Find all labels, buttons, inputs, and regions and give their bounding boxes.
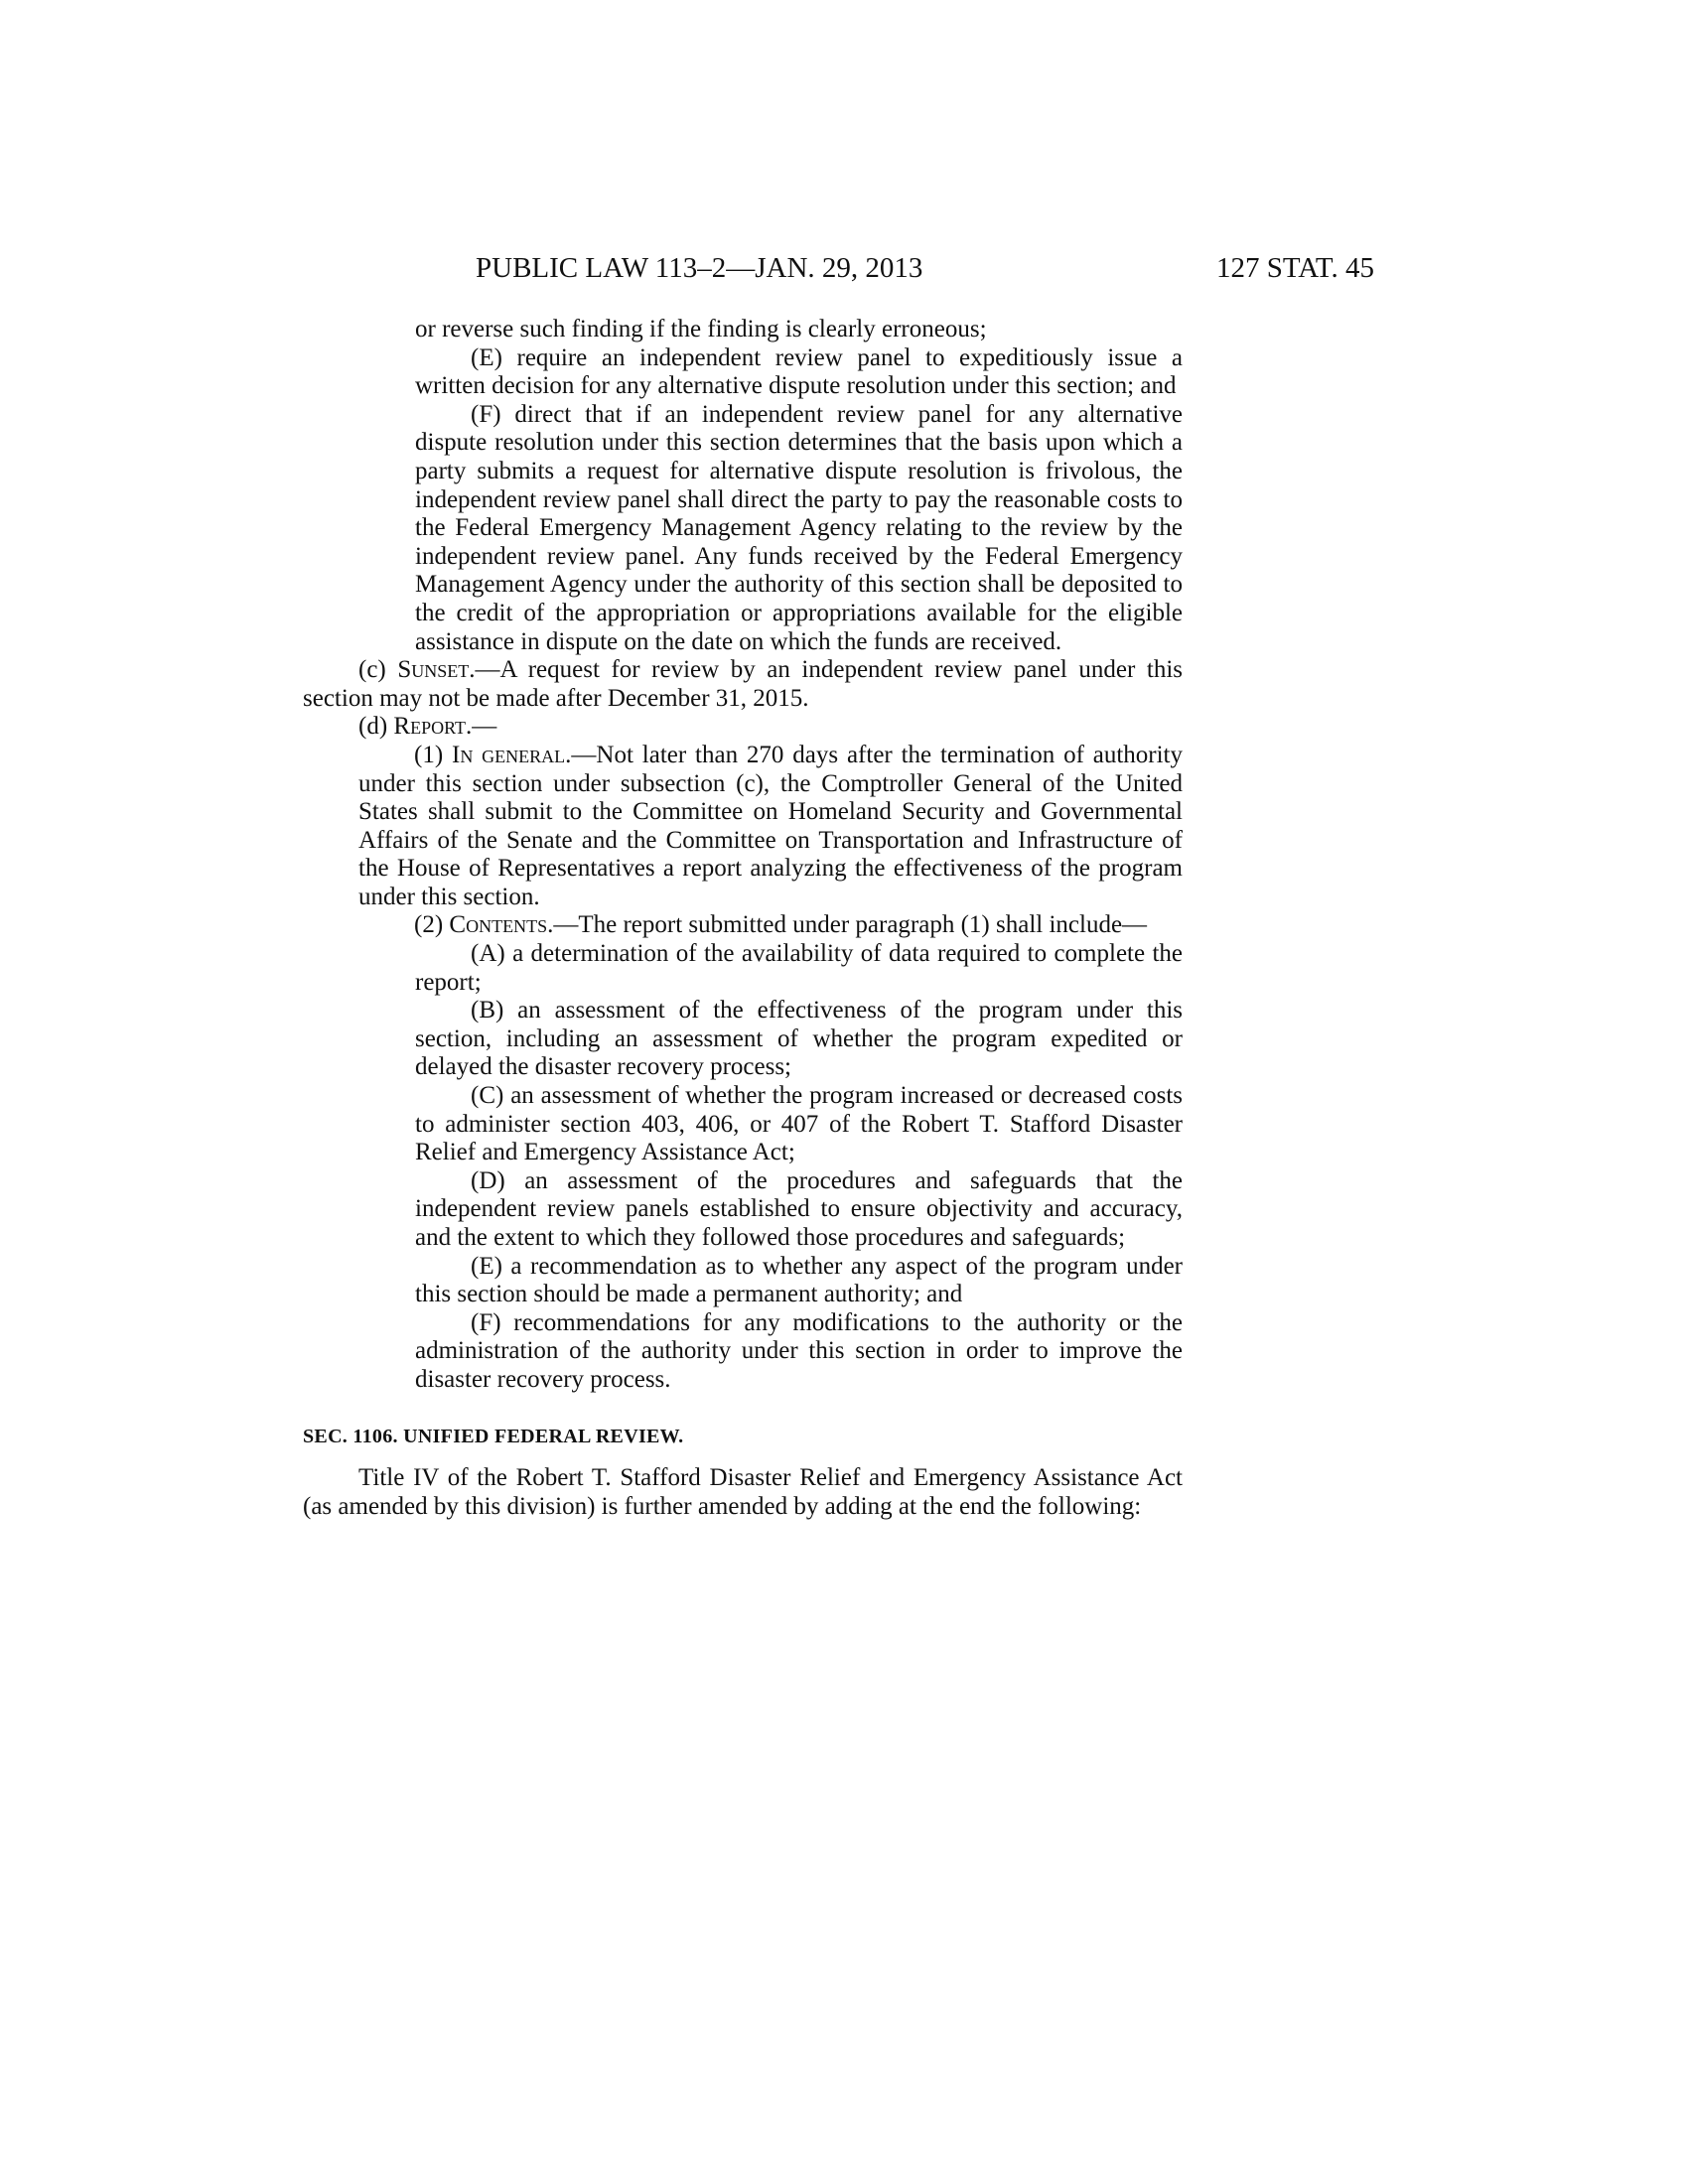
paragraph-d2 (303, 911, 1183, 940)
paragraph-d1-label: (1) (414, 741, 452, 768)
paragraph-E: (E) require an independent review panel to expeditiously issue a written decision for any alternative dispute resolution under this section; and (415, 343, 1183, 400)
paragraph-d1-heading: In general (452, 741, 566, 768)
paragraph-d2A: (A) a determination of the availability of data required to complete the report; (415, 940, 1183, 996)
subsection-c-label: (c) (358, 656, 398, 684)
subsection-d-label: (d) (358, 713, 394, 741)
paragraph-d1 (303, 742, 1183, 912)
paragraph-d2F: (F) recommendations for any modifications to the authority or the administration of the authority under this section in order to improve the disaster recovery process. (415, 1308, 1183, 1393)
subsection-d-text: .— (466, 713, 497, 741)
paragraph-F: (F) direct that if an independent review panel for any alternative dispute resolution under this section determines that the basis upon which a party submits a request for alternative dispute resolution is frivolous, the independent review panel shall direct the party to pay the reasonable costs to the Federal Emergency Management Agency relating to the review by the independent review panel. Any funds received by the Federal Emergency Management Agency under the authority of this section shall be deposited to the credit of the appropriation or appropriations available for the eligible assistance in dispute on the date on which the funds are received. (415, 400, 1183, 655)
paragraph-d1-text: .—Not later than 270 days after the termination of authority under this section under subsection (c), the Comptroller General of the United States shall submit to the Committee on Homeland Security and Governmental Affairs of the Senate and the Committee on Transportation and Infrastructure of the House of Representatives a report analyzing the effectiveness of the program under this section. (358, 741, 1184, 910)
statute-page-number: 127 STAT. 45 (1215, 252, 1374, 284)
paragraph-d2E: (E) a recommendation as to whether any aspect of the program under this section should be made a permanent authority; and (415, 1252, 1183, 1308)
subsection-d (303, 713, 1183, 742)
paragraph-d2-text: .—The report submitted under paragraph (1) shall include— (547, 911, 1148, 939)
paragraph-d2-heading: Contents (449, 911, 548, 939)
paragraph-d2-label: (2) (414, 911, 450, 939)
subsection-c-text: .—A request for review by an independent review panel under this section may not be made after December 31, 2015. (303, 656, 1184, 712)
paragraph-continuation: or reverse such finding if the finding is clearly erroneous; (415, 316, 987, 342)
subsection-d-heading: Report (393, 713, 467, 741)
subsection-c (303, 656, 1183, 713)
section-text: Title IV of the Robert T. Stafford Disaster Relief and Emergency Assistance Act (as amended by this division) is further amended by adding at the end the following: (303, 1464, 1183, 1520)
paragraph-d2C: (C) an assessment of whether the program increased or decreased costs to administer section 403, 406, or 407 of the Robert T. Stafford Disaster Relief and Emergency Assistance Act; (415, 1082, 1183, 1166)
page-header (0, 246, 1688, 290)
running-title: PUBLIC LAW 113–2—JAN. 29, 2013 (476, 252, 923, 284)
subsection-c-heading: Sunset (397, 656, 470, 684)
document-body (303, 316, 1183, 1521)
paragraph-d2B: (B) an assessment of the effectiveness of the program under this section, including an assessment of whether the program expedited or delayed the disaster recovery process; (415, 997, 1183, 1081)
paragraph-d2D: (D) an assessment of the procedures and safeguards that the independent review panels established to ensure objectivity and accuracy, and the extent to which they followed those procedures and safeguards; (415, 1166, 1183, 1251)
section-heading: SEC. 1106. UNIFIED FEDERAL REVIEW. (303, 1425, 684, 1447)
